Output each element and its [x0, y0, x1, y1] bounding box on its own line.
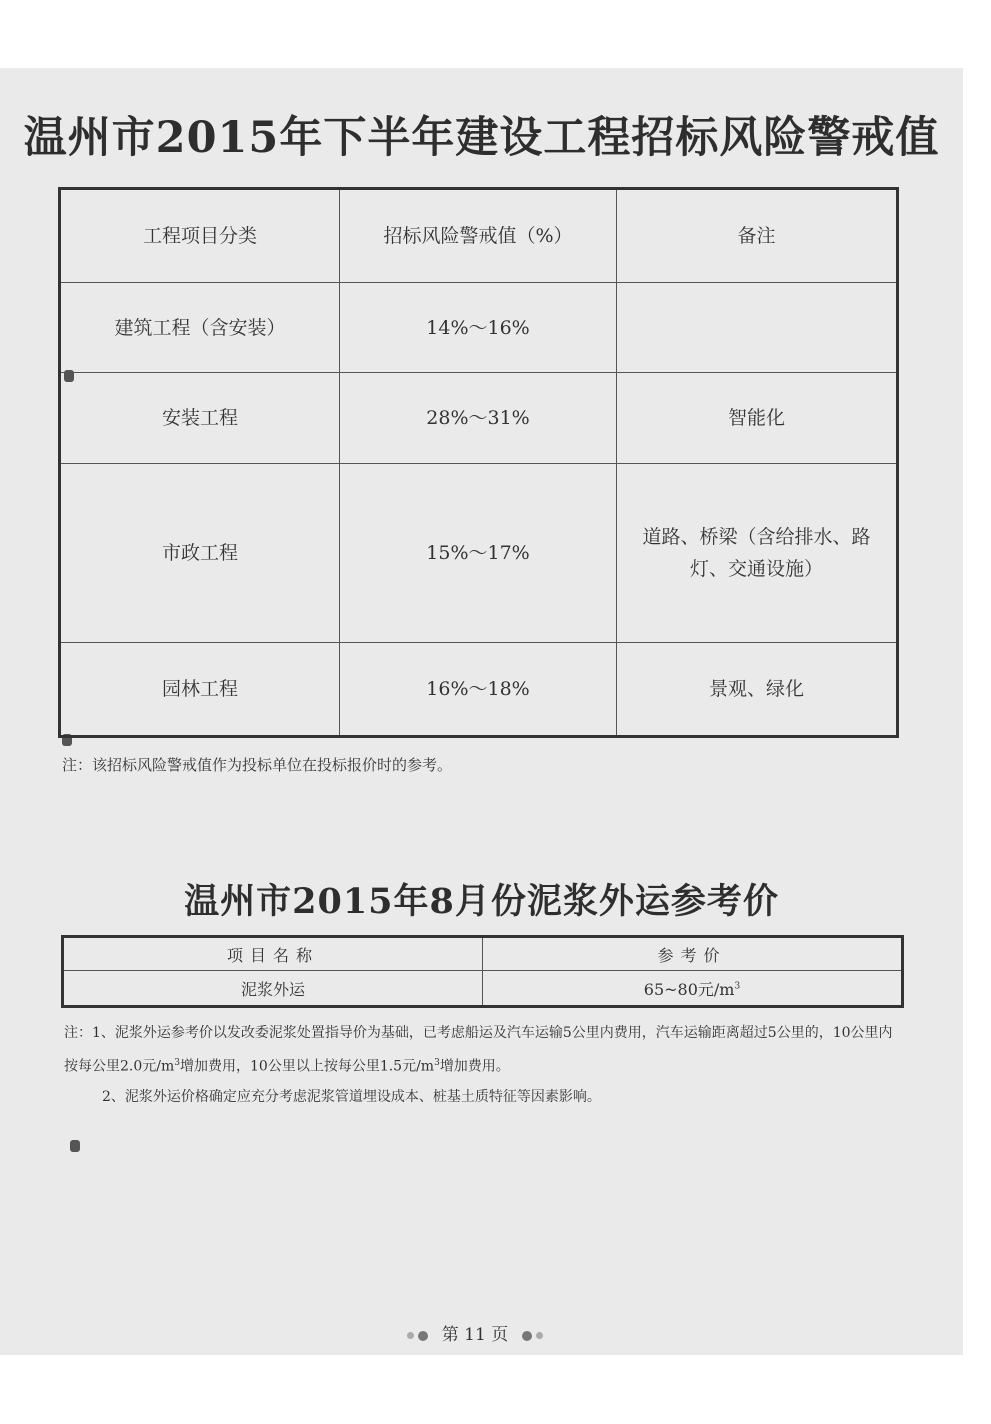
- table-row: [60, 643, 898, 737]
- note-text: 增加费用。: [439, 1058, 510, 1075]
- header-category: 工程项目分类: [60, 189, 340, 283]
- cell-remarks: 道路、桥梁（含给排水、路灯、交通设施）: [617, 464, 898, 643]
- mud-transport-price-table: [61, 935, 904, 1008]
- page-footer: [400, 1320, 550, 1345]
- page-title-risk-warning: 温州市2015年下半年建设工程招标风险警戒值: [23, 113, 940, 163]
- decorative-dot-icon: [418, 1331, 428, 1341]
- cell-warning-value: 16%～18%: [340, 643, 617, 737]
- header-item-name: 项目名称: [63, 937, 483, 971]
- mud-transport-notes: [64, 1018, 904, 1112]
- risk-warning-table: [58, 187, 899, 738]
- header-warning-value: 招标风险警戒值（%）: [340, 189, 617, 283]
- decorative-dot-icon: [536, 1332, 543, 1339]
- cell-category: 安装工程: [60, 373, 340, 464]
- cell-warning-value: 14%～16%: [340, 282, 617, 373]
- risk-table-note: 注：该招标风险警戒值作为投标单位在投标报价时的参考。: [62, 756, 453, 774]
- cell-item-name: 泥浆外运: [63, 971, 483, 1007]
- table-header-row: [60, 189, 898, 283]
- decorative-dot-icon: [522, 1331, 532, 1341]
- cell-warning-value: 28%～31%: [340, 373, 617, 464]
- cell-remarks: 景观、绿化: [617, 643, 898, 737]
- header-remarks: 备注: [617, 189, 898, 283]
- binding-hole-mark-3: [70, 1140, 80, 1152]
- cell-category: 市政工程: [60, 464, 340, 643]
- decorative-dot-icon: [407, 1332, 414, 1339]
- price-text: 65~80元/m: [643, 979, 735, 999]
- note-text: 注：1、泥浆外运参考价以发改委泥浆处置指导价为基础，已考虑船运及汽车运输5公里内费用，汽车运输距离超过5公里的，10公里内按每公里2.0元/m: [64, 1025, 893, 1075]
- cell-remarks: 智能化: [617, 373, 898, 464]
- cell-warning-value: 15%～17%: [340, 464, 617, 643]
- page-number: 第 11 页: [441, 1325, 509, 1345]
- note-item-1: [64, 1018, 904, 1082]
- page-title-mud-transport: 温州市2015年8月份泥浆外运参考价: [184, 881, 779, 922]
- header-reference-price: 参考价: [483, 937, 903, 971]
- table-header-row: [63, 937, 903, 971]
- note-item-2: 2、泥浆外运价格确定应充分考虑泥浆管道埋设成本、桩基土质特征等因素影响。: [102, 1088, 601, 1105]
- price-unit-superscript: 3: [734, 981, 741, 992]
- table-row: [60, 373, 898, 464]
- cell-reference-price: [483, 971, 903, 1007]
- cell-category: 园林工程: [60, 643, 340, 737]
- unit-superscript: 3: [434, 1058, 440, 1068]
- note-text: 增加费用，10公里以上按每公里1.5元/m: [180, 1058, 435, 1075]
- unit-superscript: 3: [174, 1058, 180, 1068]
- cell-remarks: [617, 282, 898, 373]
- table-row: [60, 282, 898, 373]
- table-row: [60, 464, 898, 643]
- table-row: [63, 971, 903, 1007]
- cell-category: 建筑工程（含安装）: [60, 282, 340, 373]
